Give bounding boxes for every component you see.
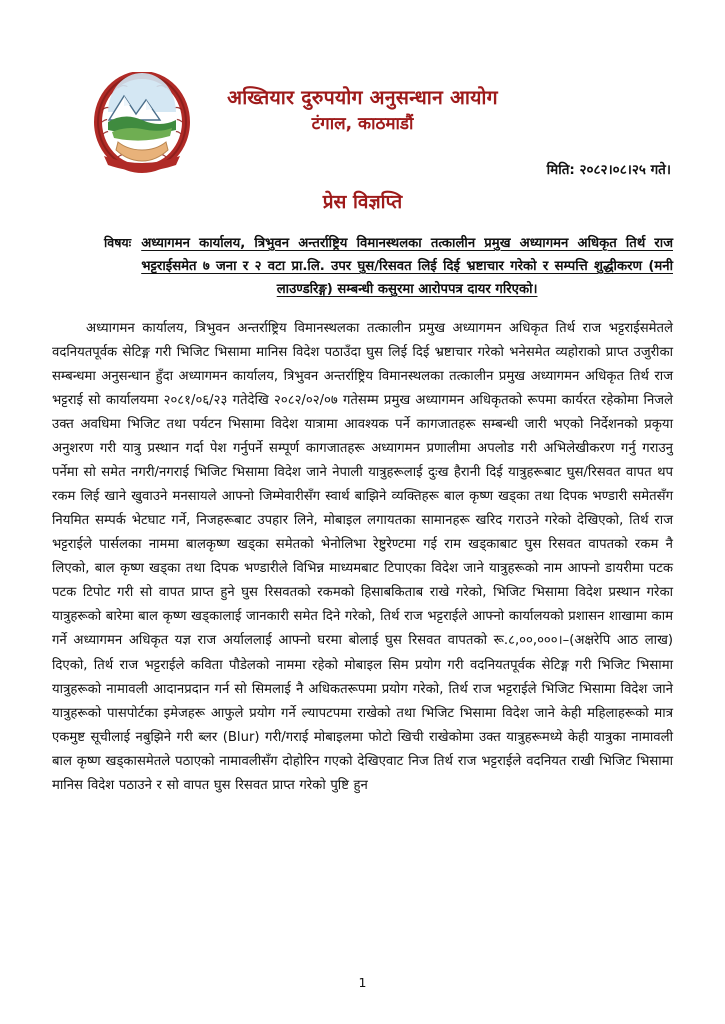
page-title: प्रेस विज्ञप्ति [322, 191, 403, 213]
document-date: मिति: २०८२।०८।२५ गते। [546, 162, 671, 178]
subject-text: अध्यागमन कार्यालय, त्रिभुवन अन्तर्राष्ट्रिय विमानस्थलका तत्कालीन प्रमुख अध्यागमन अधिकृत तिर्थ राज भट्टराईसमेत ७ जना र २ वटा प्रा.लि. उपर घुस/रिसवत लिई दिई भ्रष्टाचार गरेको र सम्पत्ति शुद्धीकरण (मनी लाउण्डरिङ्ग) सम्बन्धी कसुरमा आरोपपत्र दायर गरिएको। [141, 236, 673, 298]
nepal-government-emblem-icon [94, 72, 190, 176]
subject-label: विषयः [104, 235, 132, 250]
organization-name: अख्तियार दुरुपयोग अनुसन्धान आयोग [227, 86, 498, 109]
organization-address: टंगाल, काठमाडौं [311, 114, 414, 135]
subject-section [52, 232, 673, 301]
document-header [52, 54, 673, 150]
body-paragraph: अध्यागमन कार्यालय, त्रिभुवन अन्तर्राष्ट्रिय विमानस्थलका तत्कालीन प्रमुख अध्यागमन अधिकृत तिर्थ राज भट्टराईसमेतले वदनियतपूर्वक सेटिङ्ग गरी भिजिट भिसामा मानिस विदेश पठाउँदा घुस लिई दिई भ्रष्टाचार गरेको भनेसमेत व्यहोराको प्राप्त उजुरीका सम्बन्धमा अनुसन्धान हुँदा अध्यागमन कार्यालय, त्रिभुवन अन्तर्राष्ट्रिय विमानस्थलका तत्कालीन प्रमुख अध्यागमन अधिकृत तिर्थ राज भट्टराई सो कार्यालयमा २०८१/०६/२३ गतेदेखि २०८२/०२/०७ गतेसम्म प्रमुख अध्यागमन अधिकृतको रूपमा कार्यरत रहेकोमा निजले उक्त अवधिमा भिजिट तथा पर्यटन भिसामा विदेश यात्रामा आवश्यक पर्ने कागजातहरू सम्बन्धी जारी भएको निर्देशनको प्रकृया अनुशरण गरी यात्रु प्रस्थान गर्दा पेश गर्नुपर्ने सम्पूर्ण कागजातहरू अध्यागमन प्रणालीमा अपलोड गरी अभिलेखीकरण गर्नु गराउनु पर्नेमा सो समेत नगरी/नगराई भिजिट भिसामा विदेश जाने नेपाली यात्रुहरूलाई दुःख हैरानी दिई यात्रुहरूबाट घुस/रिसवत वापत थप रकम लिई खाने खुवाउने मनसायले आफ्नो जिम्मेवारीसँग स्वार्थ बाझिने व्यक्तिहरू बाल कृष्ण खड्का तथा दिपक भण्डारी समेतसँग नियमित सम्पर्क भेटघाट गर्ने, निजहरूबाट उपहार लिने, मोबाइल लगायतका सामानहरू खरिद गराउने गरेको देखिएको, तिर्थ राज भट्टराईले पार्सलका नाममा बालकृष्ण खड्का समेतको भेनोलिभा रेष्टुरेण्टमा गई राम खड्काबाट घुस रिसवत वापतको रकम नै लिएको, बाल कृष्ण खड्का तथा दिपक भण्डारीले विभिन्न माध्यमबाट टिपाएका विदेश जाने यात्रुहरूको नाम आफ्नो डायरीमा पटक पटक टिपोट गरी सो वापत प्राप्त हुने घुस रिसवतको रकमको हिसाबकिताब राखे गरेको, भिजिट भिसामा विदेश प्रस्थान गरेका यात्रुहरूको बारेमा बाल कृष्ण खड्कालाई जानकारी समेत दिने गरेको, तिर्थ राज भट्टराईले आफ्नो कार्यालयको प्रशासन शाखामा काम गर्ने अध्यागमन अधिकृत यज्ञ राज अर्याललाई आफ्नो घरमा बोलाई घुस रिसवत वापतको रू.८,००,०००।–(अक्षरेपि आठ लाख) दिएको, तिर्थ राज भट्टराईले कविता पौडेलको नाममा रहेको मोबाइल सिम प्रयोग गरी वदनियतपूर्वक सेटिङ्ग गरी भिजिट भिसामा यात्रुहरूको नामावली आदानप्रदान गर्न सो सिमलाई नै अधिकतरूपमा प्रयोग गरेको, तिर्थ राज भट्टराईले भिजिट भिसामा विदेश जाने यात्रुहरूको पासपोर्टका इमेजहरू आफुले प्रयोग गर्ने ल्यापटपमा राखेको तथा भिजिट भिसामा विदेश जाने केही महिलाहरूको मात्र एकमुष्ट सूचीलाई नबुझिने गरी ब्लर (Blur) गरी/गराई मोबाइलमा फोटो खिची राखेकोमा उक्त यात्रुहरूमध्ये केही यात्रुका नामावली बाल कृष्ण खड्कासमेतले पठाएको नामावलीसँग दोहोरिन गएको देखिएवाट निज तिर्थ राज भट्टराईले वदनियत राखी भिजिट भिसामा मानिस विदेश पठाउने र सो वापत घुस रिसवत प्राप्त गरेको पुष्टि हुन [52, 321, 673, 793]
page-number: 1 [358, 975, 367, 990]
